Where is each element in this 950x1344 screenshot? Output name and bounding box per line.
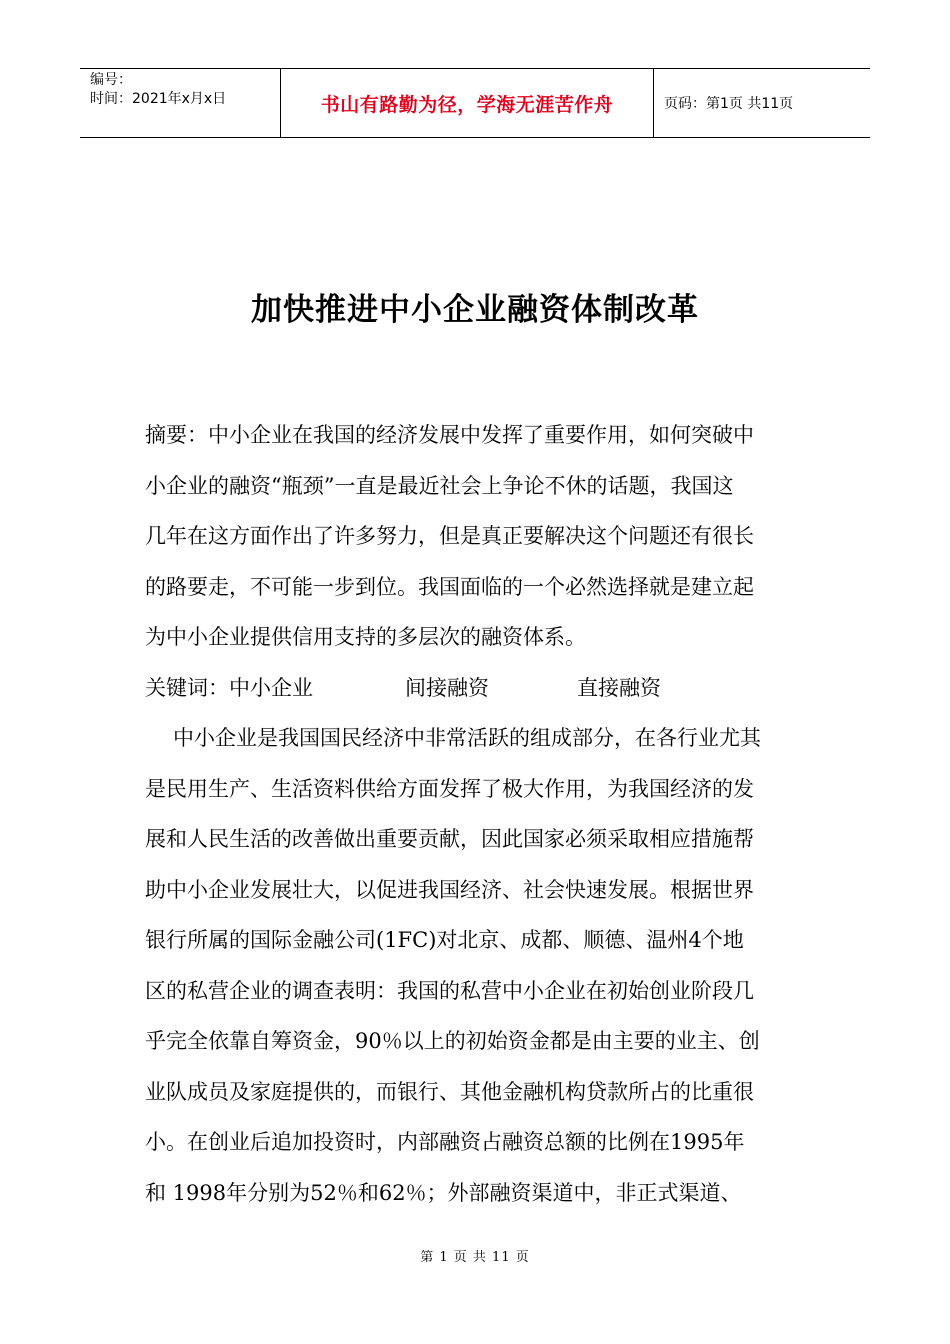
abstract-line: 摘要：中小企业在我国的经济发展中发挥了重要作用，如何突破中 — [145, 423, 754, 447]
paragraph-line: 小。在创业后追加投资时，内部融资占融资总额的比例在1995年 — [145, 1130, 745, 1154]
body-paragraph — [145, 713, 805, 1218]
paragraph-line: 银行所属的国际金融公司(1FC)对北京、成都、顺德、温州4个地 — [145, 928, 744, 952]
keyword-indirect-financing: 间接融资 — [405, 675, 489, 700]
abstract — [145, 410, 805, 663]
keywords-label: 关键词：中小企业 — [145, 675, 313, 700]
keywords-line — [145, 663, 805, 714]
paragraph-line: 中小企业是我国国民经济中非常活跃的组成部分，在各行业尤其 — [173, 726, 761, 750]
abstract-line: 小企业的融资“瓶颈”一直是最近社会上争论不休的话题，我国这 — [145, 473, 734, 498]
keyword-direct-financing: 直接融资 — [577, 675, 661, 700]
header-page-cell — [654, 69, 870, 137]
paragraph-line: 业队成员及家庭提供的，而银行、其他金融机构贷款所占的比重很 — [145, 1079, 754, 1104]
paragraph-line: 和 1998年分别为52％和62％；外部融资渠道中，非正式渠道、 — [145, 1180, 742, 1205]
page-footer: 第 1 页 共 11 页 — [420, 1250, 530, 1265]
number-label: 编号： — [90, 72, 132, 88]
abstract-line: 几年在这方面作出了许多努力，但是真正要解决这个问题还有很长 — [145, 524, 754, 548]
header-motto-cell — [281, 69, 654, 137]
motto-text: 书山有路勤为径，学海无涯苦作舟 — [320, 93, 614, 116]
abstract-line: 为中小企业提供信用支持的多层次的融资体系。 — [145, 625, 586, 649]
paragraph-line: 乎完全依靠自筹资金，90％以上的初始资金都是由主要的业主、创 — [145, 1029, 760, 1053]
paragraph-line: 展和人民生活的改善做出重要贡献，因此国家必须采取相应措施帮 — [145, 827, 754, 851]
page-info: 页码：第1页 共11页 — [664, 96, 794, 112]
header-table — [80, 68, 870, 138]
document-title: 加快推进中小企业融资体制改革 — [251, 292, 699, 328]
document-body — [145, 410, 805, 1218]
date-label: 时间：2021年x月x日 — [90, 91, 227, 107]
paragraph-line: 助中小企业发展壮大，以促进我国经济、社会快速发展。根据世界 — [145, 877, 754, 902]
paragraph-line: 区的私营企业的调查表明：我国的私营中小企业在初始创业阶段几 — [145, 978, 754, 1003]
paragraph-line: 是民用生产、生活资料供给方面发挥了极大作用，为我国经济的发 — [145, 776, 754, 801]
abstract-line: 的路要走，不可能一步到位。我国面临的一个必然选择就是建立起 — [145, 574, 754, 599]
header-meta-cell — [80, 69, 281, 137]
